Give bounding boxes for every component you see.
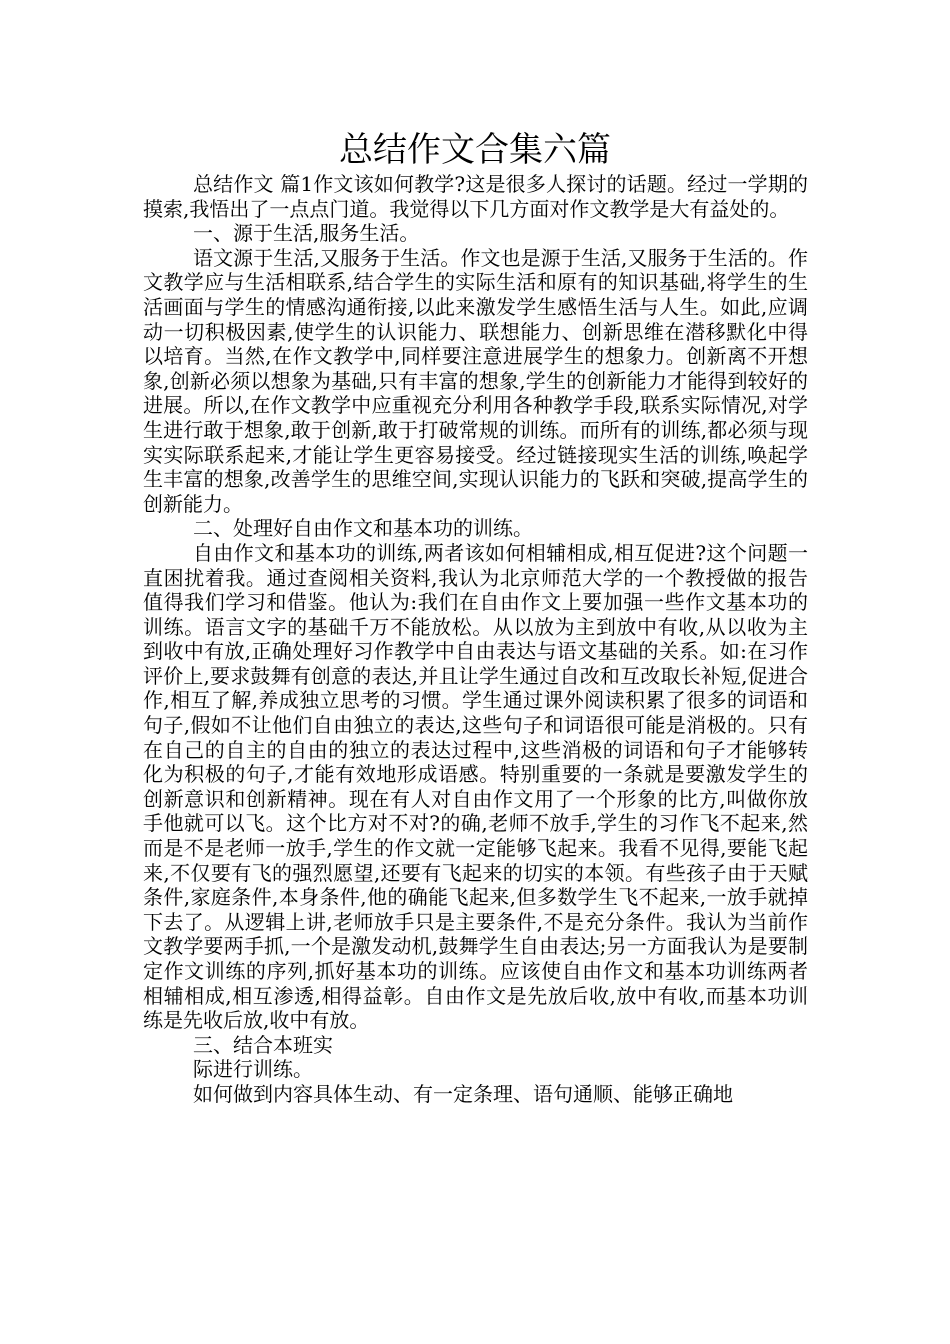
document-body xyxy=(143,172,808,1107)
section-heading-1: 一、源于生活,服务生活。 xyxy=(193,221,420,246)
paragraph-intro: 总结作文 篇1作文该如何教学?这是很多人探讨的话题。经过一学期的摸索,我悟出了一点点门道。我觉得以下几方面对作文教学是大有益处的。 xyxy=(143,172,808,221)
section-heading-3-continued: 际进行训练。 xyxy=(193,1057,313,1082)
paragraph-section-2: 自由作文和基本功的训练,两者该如何相辅相成,相互促进?这个问题一直困扰着我。通过查阅相关资料,我认为北京师范大学的一个教授做的报告值得我们学习和借鉴。他认为:我们在自由作文上要加强一些作文基本功的训练。语言文字的基础千万不能放松。从以放为主到放中有收,从以收为主到收中有放,正确处理好习作教学中自由表达与语文基础的关系。如:在习作评价上,要求鼓舞有创意的表达,并且让学生通过自改和互改取长补短,促进合作,相互了解,养成独立思考的习惯。学生通过课外阅读积累了很多的词语和句子,假如不让他们自由独立的表达,这些句子和词语很可能是消极的。只有在自己的自主的自由的独立的表达过程中,这些消极的词语和句子才能够转化为积极的句子,才能有效地形成语感。特别重要的一条就是要激发学生的创新意识和创新精神。现在有人对自由作文用了一个形象的比方,叫做你放手他就可以飞。这个比方对不对?的确,老师不放手,学生的习作飞不起来,然而是不是老师一放手,学生的作文就一定能够飞起来。我看不见得,要能飞起来,不仅要有飞的强烈愿望,还要有飞起来的切实的本领。有些孩子由于天赋条件,家庭条件,本身条件,他的确能飞起来,但多数学生飞不起来,一放手就掉下去了。从逻辑上讲,老师放手只是主要条件,不是充分条件。我认为当前作文教学要两手抓,一个是激发动机,鼓舞学生自由表达;另一方面我认为是要制定作文训练的序列,抓好基本功的训练。应该使自由作文和基本功训练两者相辅相成,相互渗透,相得益彰。自由作文是先放后收,放中有收,而基本功训练是先收后放,收中有放。 xyxy=(143,540,808,1033)
document-title: 总结作文合集六篇 xyxy=(339,130,611,170)
paragraph-section-1: 语文源于生活,又服务于生活。作文也是源于生活,又服务于生活的。作文教学应与生活相联系,结合学生的实际生活和原有的知识基础,将学生的生活画面与学生的情感沟通衔接,以此来激发学生感悟生活与人生。如此,应调动一切积极因素,使学生的认识能力、联想能力、创新思维在潜移默化中得以培育。当然,在作文教学中,同样要注意进展学生的想象力。创新离不开想象,创新必须以想象为基础,只有丰富的想象,学生的创新能力才能得到较好的进展。所以,在作文教学中应重视充分利用各种教学手段,联系实际情况,对学生进行敢于想象,敢于创新,敢于打破常规的训练。而所有的训练,都必须与现实实际联系起来,才能让学生更容易接受。经过链接现实生活的训练,唤起学生丰富的想象,改善学生的思维空间,实现认识能力的飞跃和突破,提高学生的创新能力。 xyxy=(143,245,808,516)
paragraph-section-3: 如何做到内容具体生动、有一定条理、语句通顺、能够正确地 xyxy=(193,1081,733,1106)
section-heading-3: 三、结合本班实 xyxy=(193,1032,333,1057)
section-heading-2: 二、处理好自由作文和基本功的训练。 xyxy=(193,516,533,541)
